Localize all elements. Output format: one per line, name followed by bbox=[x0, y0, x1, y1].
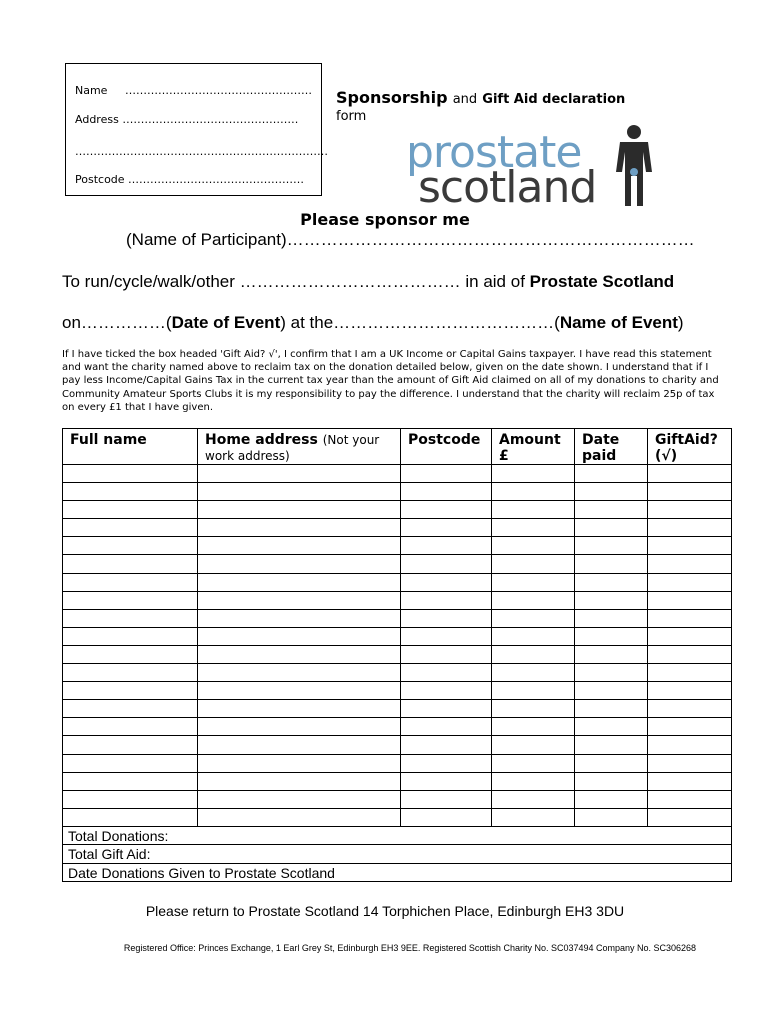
date-paid-cell[interactable] bbox=[575, 700, 648, 718]
amount-cell[interactable] bbox=[492, 591, 575, 609]
postcode-cell[interactable] bbox=[401, 790, 492, 808]
gift-aid-cell[interactable] bbox=[648, 501, 732, 519]
postcode-cell[interactable] bbox=[401, 772, 492, 790]
table-row bbox=[63, 645, 732, 663]
amount-cell[interactable] bbox=[492, 555, 575, 573]
postcode-cell[interactable] bbox=[401, 718, 492, 736]
home-address-cell[interactable] bbox=[198, 483, 401, 501]
header-postcode: Postcode bbox=[401, 429, 492, 465]
gift-aid-cell[interactable] bbox=[648, 645, 732, 663]
table-row bbox=[63, 555, 732, 573]
participant-label: (Name of Participant) bbox=[126, 230, 287, 249]
activity-dots: ………………………………… bbox=[239, 272, 461, 291]
charity-name: Prostate Scotland bbox=[529, 272, 675, 291]
amount-cell[interactable] bbox=[492, 664, 575, 682]
postcode-cell[interactable] bbox=[401, 519, 492, 537]
on-label: on bbox=[62, 313, 81, 332]
table-row bbox=[63, 609, 732, 627]
date-paid-cell[interactable] bbox=[575, 573, 648, 591]
home-address-cell[interactable] bbox=[198, 645, 401, 663]
table-row bbox=[63, 682, 732, 700]
gift-aid-cell[interactable] bbox=[648, 718, 732, 736]
activity-prefix: To run/cycle/walk/other bbox=[62, 272, 235, 291]
date-paid-cell[interactable] bbox=[575, 609, 648, 627]
table-row bbox=[63, 754, 732, 772]
name-dots: …………………………………………… bbox=[124, 84, 312, 97]
return-address: Please return to Prostate Scotland 14 Torphichen Place, Edinburgh EH3 3DU bbox=[145, 903, 625, 919]
full-name-cell[interactable] bbox=[63, 501, 198, 519]
title-form: form bbox=[336, 109, 367, 124]
participant-line[interactable] bbox=[126, 230, 695, 250]
full-name-cell[interactable] bbox=[63, 754, 198, 772]
title-sponsorship: Sponsorship bbox=[336, 88, 448, 107]
home-address-cell[interactable] bbox=[198, 790, 401, 808]
amount-cell[interactable] bbox=[492, 519, 575, 537]
gift-aid-cell[interactable] bbox=[648, 591, 732, 609]
table-header-row bbox=[63, 429, 732, 465]
table-row bbox=[63, 591, 732, 609]
date-paid-cell[interactable] bbox=[575, 718, 648, 736]
name-line[interactable] bbox=[75, 84, 312, 97]
name-of-event-label: Name of Event bbox=[559, 313, 678, 332]
amount-cell[interactable] bbox=[492, 754, 575, 772]
home-address-cell[interactable] bbox=[198, 664, 401, 682]
total-donations-row[interactable] bbox=[63, 826, 732, 845]
amount-cell[interactable] bbox=[492, 609, 575, 627]
date-paid-cell[interactable] bbox=[575, 555, 648, 573]
home-address-cell[interactable] bbox=[198, 754, 401, 772]
date-paid-cell[interactable] bbox=[575, 465, 648, 483]
date-paid-cell[interactable] bbox=[575, 736, 648, 754]
home-address-cell[interactable] bbox=[198, 627, 401, 645]
gift-aid-declaration: If I have ticked the box headed 'Gift Aid? √', I confirm that I am a UK Income or Capital Gains taxpayer. I have read this statement and want the charity named above to reclaim tax on the donation detailed below, given on the date shown. I understand that if I pay less Income/Capital Gains Tax in the current tax year than the amount of Gift Aid claimed on all of my donations to charity and Community Amateur Sports Clubs it is my responsibility to pay the difference. I understand that the charity will reclaim 25p of tax on every £1 that I have given. bbox=[62, 349, 719, 413]
postcode-cell[interactable] bbox=[401, 483, 492, 501]
full-name-cell[interactable] bbox=[63, 537, 198, 555]
postcode-label: Postcode bbox=[75, 173, 125, 186]
table-row bbox=[63, 808, 732, 826]
postcode-cell[interactable] bbox=[401, 501, 492, 519]
prostate-scotland-logo bbox=[406, 128, 656, 213]
home-address-cell[interactable] bbox=[198, 537, 401, 555]
home-address-cell[interactable] bbox=[198, 682, 401, 700]
full-name-cell[interactable] bbox=[63, 591, 198, 609]
form-title bbox=[336, 88, 625, 124]
at-the-label: ) at the bbox=[280, 313, 334, 332]
full-name-cell[interactable] bbox=[63, 718, 198, 736]
gift-aid-cell[interactable] bbox=[648, 519, 732, 537]
date-paid-cell[interactable] bbox=[575, 682, 648, 700]
date-of-event-label: Date of Event bbox=[171, 313, 281, 332]
home-address-cell[interactable] bbox=[198, 808, 401, 826]
amount-cell[interactable] bbox=[492, 573, 575, 591]
home-address-cell[interactable] bbox=[198, 501, 401, 519]
address-line-2[interactable] bbox=[75, 145, 328, 158]
date-paid-cell[interactable] bbox=[575, 808, 648, 826]
table-row bbox=[63, 627, 732, 645]
amount-cell[interactable] bbox=[492, 772, 575, 790]
postcode-cell[interactable] bbox=[401, 754, 492, 772]
name-label: Name bbox=[75, 84, 108, 97]
full-name-cell[interactable] bbox=[63, 736, 198, 754]
postcode-cell[interactable] bbox=[401, 700, 492, 718]
date-paid-cell[interactable] bbox=[575, 790, 648, 808]
amount-cell[interactable] bbox=[492, 483, 575, 501]
date-paid-cell[interactable] bbox=[575, 537, 648, 555]
date-paid-cell[interactable] bbox=[575, 591, 648, 609]
address-line-2-dots: …………………………………………………………… bbox=[75, 145, 328, 158]
table-row bbox=[63, 519, 732, 537]
header-home-address-note: (Not your work address) bbox=[205, 433, 380, 463]
total-gift-aid-label: Total Gift Aid: bbox=[63, 845, 732, 864]
postcode-dots: ………………………………………… bbox=[128, 173, 305, 186]
address-line[interactable] bbox=[75, 113, 298, 126]
close-paren: ) bbox=[677, 313, 684, 332]
home-address-cell[interactable] bbox=[198, 736, 401, 754]
man-figure-icon bbox=[612, 124, 656, 208]
home-address-cell[interactable] bbox=[198, 573, 401, 591]
total-gift-aid-row[interactable] bbox=[63, 845, 732, 864]
postcode-cell[interactable] bbox=[401, 682, 492, 700]
gift-aid-cell[interactable] bbox=[648, 627, 732, 645]
date-paid-cell[interactable] bbox=[575, 627, 648, 645]
date-paid-cell[interactable] bbox=[575, 772, 648, 790]
title-gift-aid: Gift Aid declaration bbox=[482, 92, 626, 107]
postcode-cell[interactable] bbox=[401, 591, 492, 609]
date-paid-cell[interactable] bbox=[575, 645, 648, 663]
postcode-cell[interactable] bbox=[401, 537, 492, 555]
date-paid-cell[interactable] bbox=[575, 519, 648, 537]
gift-aid-cell[interactable] bbox=[648, 465, 732, 483]
date-dots: …………… bbox=[80, 313, 166, 332]
amount-cell[interactable] bbox=[492, 790, 575, 808]
postcode-cell[interactable] bbox=[401, 627, 492, 645]
please-sponsor-heading: Please sponsor me bbox=[300, 210, 470, 229]
full-name-cell[interactable] bbox=[63, 790, 198, 808]
amount-cell[interactable] bbox=[492, 465, 575, 483]
home-address-cell[interactable] bbox=[198, 591, 401, 609]
amount-cell[interactable] bbox=[492, 682, 575, 700]
amount-cell[interactable] bbox=[492, 718, 575, 736]
home-address-cell[interactable] bbox=[198, 718, 401, 736]
gift-aid-cell[interactable] bbox=[648, 736, 732, 754]
postcode-cell[interactable] bbox=[401, 465, 492, 483]
full-name-cell[interactable] bbox=[63, 465, 198, 483]
gift-aid-cell[interactable] bbox=[648, 700, 732, 718]
home-address-cell[interactable] bbox=[198, 700, 401, 718]
postcode-cell[interactable] bbox=[401, 573, 492, 591]
address-dots: ………………………………………… bbox=[122, 113, 299, 126]
amount-cell[interactable] bbox=[492, 808, 575, 826]
gift-aid-cell[interactable] bbox=[648, 790, 732, 808]
registered-office-footer: Registered Office: Princes Exchange, 1 Earl Grey St, Edinburgh EH3 9EE. Registered Scottish Charity No. SC037494 Company No. SC306268 bbox=[123, 943, 697, 953]
full-name-cell[interactable] bbox=[63, 573, 198, 591]
postcode-cell[interactable] bbox=[401, 664, 492, 682]
amount-cell[interactable] bbox=[492, 645, 575, 663]
full-name-cell[interactable] bbox=[63, 555, 198, 573]
gift-aid-cell[interactable] bbox=[648, 808, 732, 826]
amount-cell[interactable] bbox=[492, 700, 575, 718]
gift-aid-cell[interactable] bbox=[648, 573, 732, 591]
gift-aid-cell[interactable] bbox=[648, 609, 732, 627]
table-row bbox=[63, 465, 732, 483]
full-name-cell[interactable] bbox=[63, 808, 198, 826]
full-name-cell[interactable] bbox=[63, 664, 198, 682]
table-row bbox=[63, 790, 732, 808]
table-row bbox=[63, 537, 732, 555]
postcode-cell[interactable] bbox=[401, 609, 492, 627]
postcode-cell[interactable] bbox=[401, 555, 492, 573]
header-home-address bbox=[198, 429, 401, 465]
header-amount: Amount £ bbox=[492, 429, 575, 465]
table-row bbox=[63, 736, 732, 754]
full-name-cell[interactable] bbox=[63, 609, 198, 627]
amount-cell[interactable] bbox=[492, 736, 575, 754]
gift-aid-cell[interactable] bbox=[648, 664, 732, 682]
header-gift-aid: GiftAid? (√) bbox=[648, 429, 732, 465]
date-given-row[interactable] bbox=[63, 863, 732, 882]
postcode-cell[interactable] bbox=[401, 645, 492, 663]
event-line[interactable] bbox=[62, 313, 684, 333]
header-home-address-label: Home address bbox=[205, 432, 318, 448]
full-name-cell[interactable] bbox=[63, 519, 198, 537]
table-row bbox=[63, 664, 732, 682]
date-paid-cell[interactable] bbox=[575, 754, 648, 772]
home-address-cell[interactable] bbox=[198, 555, 401, 573]
home-address-cell[interactable] bbox=[198, 519, 401, 537]
open-paren-1: ( bbox=[165, 313, 172, 332]
date-given-label: Date Donations Given to Prostate Scotland bbox=[63, 863, 732, 882]
full-name-cell[interactable] bbox=[63, 627, 198, 645]
logo-prostate-text: prostate bbox=[406, 127, 582, 178]
logo-scotland-text: scotland bbox=[418, 162, 597, 213]
amount-cell[interactable] bbox=[492, 501, 575, 519]
full-name-cell[interactable] bbox=[63, 700, 198, 718]
participant-dots: ……………………………………………………………… bbox=[286, 230, 695, 249]
full-name-cell[interactable] bbox=[63, 682, 198, 700]
amount-cell[interactable] bbox=[492, 627, 575, 645]
home-address-cell[interactable] bbox=[198, 609, 401, 627]
address-label: Address bbox=[75, 113, 119, 126]
sponsor-address-box bbox=[65, 63, 328, 196]
full-name-cell[interactable] bbox=[63, 645, 198, 663]
table-row bbox=[63, 772, 732, 790]
gift-aid-cell[interactable] bbox=[648, 483, 732, 501]
postcode-cell[interactable] bbox=[401, 808, 492, 826]
gift-aid-cell[interactable] bbox=[648, 555, 732, 573]
donations-table bbox=[62, 428, 732, 882]
table-row bbox=[63, 483, 732, 501]
header-full-name: Full name bbox=[63, 429, 198, 465]
header-date-paid: Date paid bbox=[575, 429, 648, 465]
date-paid-cell[interactable] bbox=[575, 483, 648, 501]
gift-aid-cell[interactable] bbox=[648, 772, 732, 790]
table-row bbox=[63, 573, 732, 591]
date-paid-cell[interactable] bbox=[575, 664, 648, 682]
full-name-cell[interactable] bbox=[63, 772, 198, 790]
table-row bbox=[63, 700, 732, 718]
title-and: and bbox=[452, 92, 478, 107]
gift-aid-cell[interactable] bbox=[648, 754, 732, 772]
open-paren-2: ( bbox=[554, 313, 560, 332]
table-row bbox=[63, 718, 732, 736]
table-row bbox=[63, 501, 732, 519]
postcode-line[interactable] bbox=[75, 173, 304, 186]
event-name-dots: ………………………………… bbox=[333, 313, 555, 332]
gift-aid-cell[interactable] bbox=[648, 537, 732, 555]
total-donations-label: Total Donations: bbox=[63, 826, 732, 845]
full-name-cell[interactable] bbox=[63, 483, 198, 501]
home-address-cell[interactable] bbox=[198, 465, 401, 483]
in-aid-of-label: in aid of bbox=[465, 272, 525, 291]
amount-cell[interactable] bbox=[492, 537, 575, 555]
gift-aid-cell[interactable] bbox=[648, 682, 732, 700]
home-address-cell[interactable] bbox=[198, 772, 401, 790]
activity-line[interactable] bbox=[62, 272, 674, 292]
postcode-cell[interactable] bbox=[401, 736, 492, 754]
date-paid-cell[interactable] bbox=[575, 501, 648, 519]
